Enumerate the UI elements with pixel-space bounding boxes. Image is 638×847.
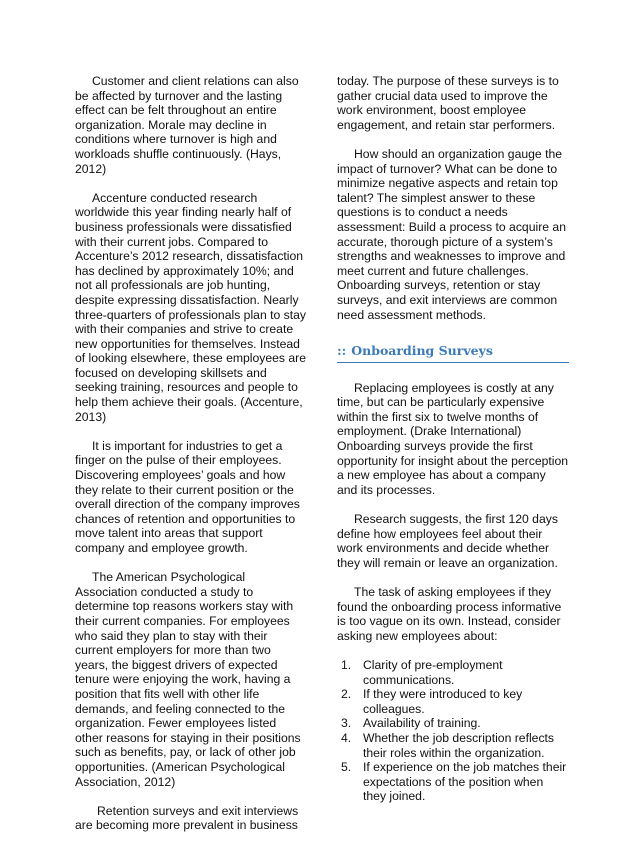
- list-text: If experience on the job matches their expectations of the position when they joined.: [363, 760, 567, 804]
- paragraph-client-relations: Customer and client relations can also be affected by turnover and the lasting effect can be felt throughout an entire organization. Morale may decline in conditions where turnover is high and workloads shuffle continuously. (Hays, 2012): [75, 74, 299, 176]
- list-text: Whether the job description reflects their roles within the organization.: [363, 730, 555, 760]
- paragraph-needs-assessment: How should an organization gauge the impact of turnover? What can be done to minimize negative aspects and retain top talent? The simplest answer to these questions is to conduct a needs assessment: Build a process to acquire an accurate, thorough picture of a system’s strengths and weaknesses to improve and meet current and future challenges. Onboarding surveys, retention or stay surveys, and exit interviews are common need assessment methods.: [337, 146, 566, 322]
- list-item: [337, 716, 569, 731]
- list-item: [337, 658, 569, 687]
- paragraph-task-of-asking: The task of asking employees if they found the onboarding process informative is too vague on its own. Instead, consider asking new employees about:: [337, 585, 562, 643]
- list-number: 3.: [341, 716, 352, 731]
- list-text: Availability of training.: [363, 716, 481, 731]
- list-text: If they were introduced to key colleagues.: [363, 687, 523, 716]
- list-item: [337, 687, 569, 716]
- paragraph-employee-pulse: It is important for industries to get a finger on the pulse of their employees. Discovering employees’ goals and how they relate to their current position or the overall direction of the company improves chances of retention and opportunities to move talent into areas that support company and employee growth.: [75, 438, 300, 555]
- paragraph-replacing-employees: Replacing employees is costly at any time, but can be particularly expensive within the first six to twelve months of employment. (Drake International) Onboarding surveys provide the first opportunity for insight about the perception a new employee has about a company and its processes.: [337, 380, 569, 497]
- paragraph-survey-purpose: today. The purpose of these surveys is to gather crucial data used to improve the work environment, boost employee engagement, and retain star performers.: [337, 74, 559, 132]
- list-item: [337, 760, 569, 804]
- list-text: Clarity of pre-employment communications.: [363, 657, 503, 687]
- paragraph-apa-study: The American Psychological Association conducted a study to determine top reasons workers stay with their current companies. For employees who said they plan to stay with their current employers for more than two years, the biggest drivers of expected tenure were enjoying the work, having a position that fits well with other life demands, and feeling connected to the organization. Fewer employees listed other reasons for staying in their positions such as benefits, pay, or lack of other job opportunities. (American Psychological Association, 2012): [75, 570, 301, 789]
- heading-marker: ::: [337, 343, 347, 359]
- heading-title: Onboarding Surveys: [351, 343, 493, 359]
- list-number: 4.: [341, 730, 352, 745]
- right-column: [337, 74, 569, 804]
- list-number: 1.: [341, 657, 352, 672]
- left-column: [75, 74, 307, 847]
- paragraph-accenture-research: Accenture conducted research worldwide this year finding nearly half of business professionals were dissatisfied with their current jobs. Compared to Accenture’s 2012 research, dissatisfaction has declined by approximately 10%; and not all professionals are job hunting, despite expressing dissatisfaction. Nearly three-quarters of professionals plan to stay with their companies and strive to create new opportunities for themselves. Instead of looking elsewhere, these employees are focused on developing skillsets and seeking training, resources and people to help them achieve their goals. (Accenture, 2013): [75, 190, 307, 424]
- paragraph-retention-surveys: Retention surveys and exit interviews are becoming more prevalent in business: [75, 803, 299, 833]
- list-number: 2.: [341, 687, 352, 702]
- section-heading-onboarding: [337, 344, 569, 363]
- list-item: [337, 731, 569, 760]
- onboarding-question-list: [337, 658, 569, 804]
- list-number: 5.: [341, 760, 352, 775]
- paragraph-first-120-days: Research suggests, the first 120 days define how employees feel about their work environments and decide whether they will remain or leave an organization.: [337, 512, 558, 570]
